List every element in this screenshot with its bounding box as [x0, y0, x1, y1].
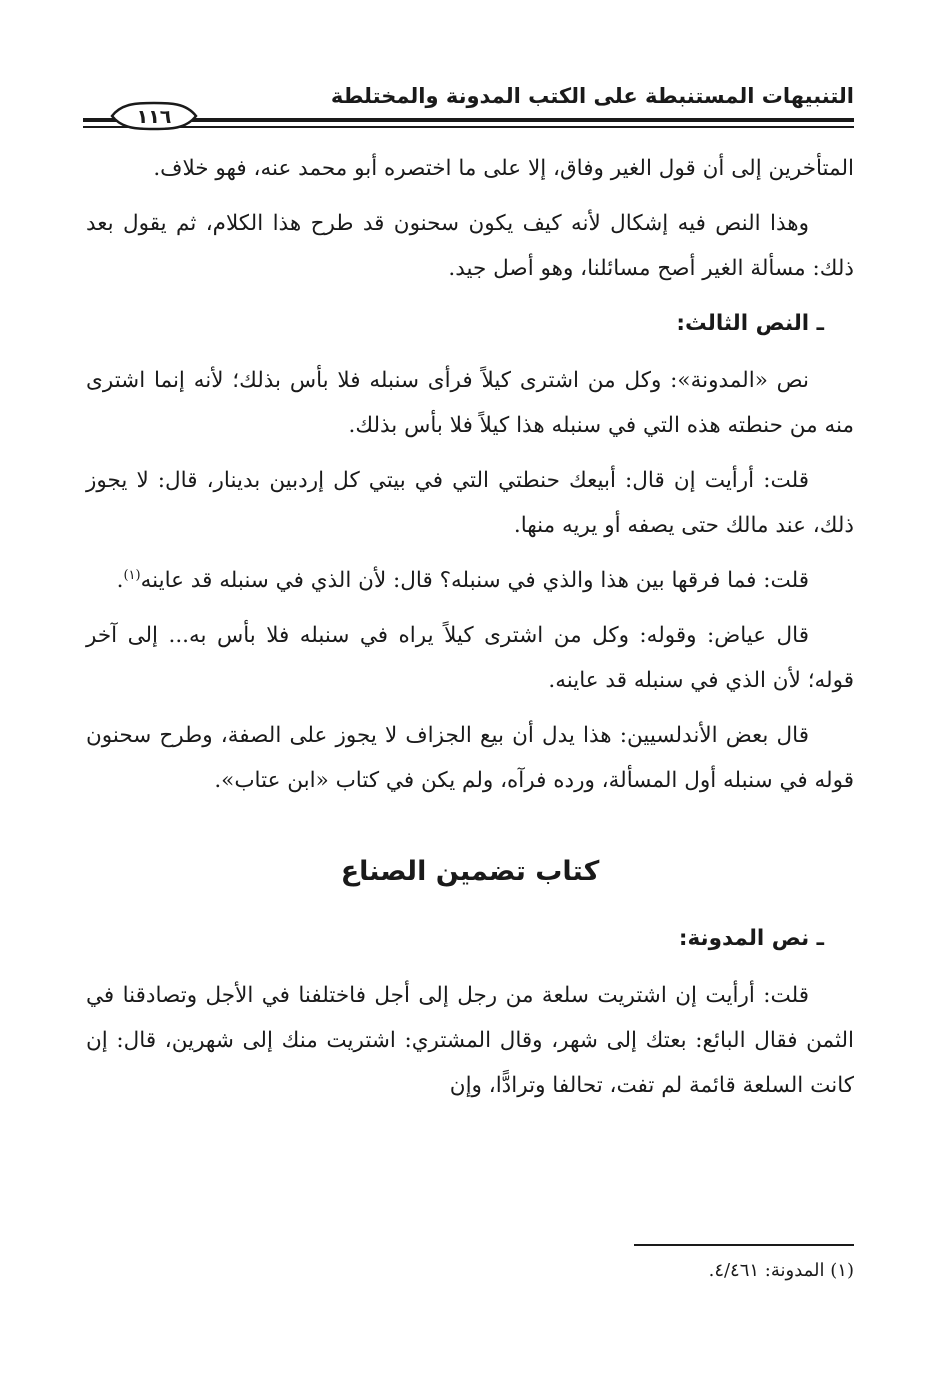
running-title: التنبيهات المستنبطة على الكتب المدونة والمختلطة — [330, 84, 854, 108]
chapter-title: كتاب تضمين الصناع — [340, 856, 600, 887]
body-text — [86, 146, 854, 1118]
subheading-mudawwana-text: ـ نص المدونة: — [678, 926, 824, 951]
paragraph-1: المتأخرين إلى أن قول الغير وفاق، إلا على ما اختصره أبو محمد عنه، فهو خلاف. — [153, 156, 854, 181]
footnote-1: (١) المدونة: ٤/٤٦١. — [708, 1260, 854, 1281]
paragraph-5-text: قلت: فما فرقها بين هذا والذي في سنبله؟ قال: لأن الذي في سنبله قد عاينه — [140, 568, 809, 593]
paragraph-3: نص «المدونة»: وكل من اشترى كيلاً فرأى سنبله فلا بأس بذلك؛ لأنه إنما اشترى منه من حنطته هذه التي في سنبله هذا كيلاً فلا بأس بذلك. — [86, 368, 854, 438]
paragraph-5-end: . — [116, 568, 124, 593]
footnote-separator — [634, 1244, 854, 1246]
paragraph-2: وهذا النص فيه إشكال لأنه كيف يكون سحنون قد طرح هذا الكلام، ثم يقول بعد ذلك: مسألة الغير أصح مسائلنا، وهو أصل جيد. — [86, 211, 854, 281]
paragraph-6: قال عياض: وقوله: وكل من اشترى كيلاً يراه في سنبله فلا بأس به... إلى آخر قوله؛ لأن الذي في سنبله قد عاينه. — [86, 623, 854, 693]
subheading-third-text: ـ النص الثالث: — [676, 311, 824, 336]
paragraph-8: قلت: أرأيت إن اشتريت سلعة من رجل إلى أجل فاختلفنا في الأجل وتصادقنا في الثمن فقال البائع: بعتك إلى شهر، وقال المشتري: اشتريت منك إلى شهرين، قال: إن كانت السلعة قائمة لم تفت، تحالفا وترادًّا، وإن — [86, 983, 854, 1098]
paragraph-4: قلت: أرأيت إن قال: أبيعك حنطتي التي في بيتي كل إردبين بدينار، قال: لا يجوز ذلك، عند مالك حتى يصفه أو يريه منها. — [86, 468, 854, 538]
footnote-reference[interactable]: (١) — [123, 567, 141, 583]
paragraph-7: قال بعض الأندلسيين: هذا يدل أن بيع الجزاف لا يجوز على الصفة، وطرح سحنون قوله في سنبله أول المسألة، ورده فرآه، ولم يكن في كتاب «ابن عتاب». — [86, 723, 854, 793]
page-number: ١١٦ — [136, 106, 172, 128]
page-number-badge — [108, 101, 200, 131]
paragraph-5 — [86, 558, 854, 603]
